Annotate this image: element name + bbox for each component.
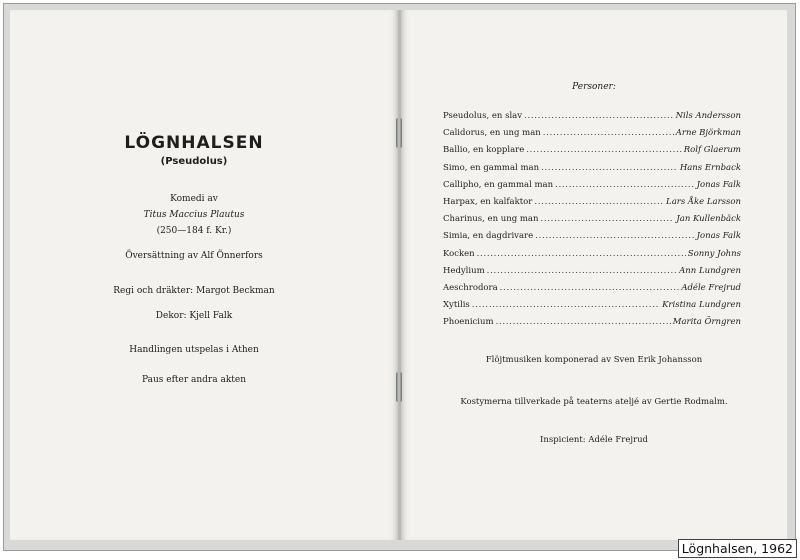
role-name: Callipho, en gammal man: [443, 179, 554, 190]
role-name: Calidorus, en ung man: [443, 128, 541, 139]
cast-row: [443, 145, 741, 162]
actor-name: Adéle Frejrud: [681, 282, 741, 293]
cast-row: [443, 300, 741, 317]
author-dates: (250—184 f. Kr.): [156, 226, 232, 236]
actor-name: Kristina Lundgren: [662, 300, 741, 311]
role-name: Aeschrodora: [443, 282, 498, 293]
cast-row: [443, 317, 741, 334]
cast-row: [443, 249, 741, 266]
image-caption: Lögnhalsen, 1962: [678, 539, 797, 558]
inspicient-credit: Inspicient: Adéle Frejrud: [540, 435, 648, 445]
cast-row: [443, 197, 741, 214]
director-credit: Regi och dräkter: Margot Beckman: [113, 286, 275, 296]
translation-credit: Översättning av Alf Önnerfors: [125, 251, 263, 261]
actor-name: Jan Kullenbäck: [676, 214, 741, 225]
cast-row: [443, 128, 741, 145]
role-name: Hedylium: [443, 265, 485, 276]
music-credit: Flöjtmusiken komponerad av Sven Erik Johansson: [485, 355, 703, 365]
cast-heading: Personer:: [572, 82, 616, 92]
cast-row: [443, 266, 741, 283]
actor-name: Jonas Falk: [696, 179, 741, 190]
genre-text: Komedi av: [170, 194, 218, 204]
actor-name: Marita Örngren: [672, 317, 741, 328]
cast-row: [443, 283, 741, 300]
cast-row: [443, 231, 741, 248]
play-title: LÖGNHALSEN: [124, 133, 264, 153]
staple-top: [396, 118, 402, 148]
costume-credit: Kostymerna tillverkade på teaterns ateljé av Gertie Rodmalm.: [460, 397, 728, 407]
actor-name: Arne Björkman: [675, 128, 741, 139]
role-name: Kocken: [443, 248, 475, 259]
actor-name: Rolf Glaerum: [683, 145, 741, 156]
actor-name: Sonny Johns: [687, 248, 741, 259]
cast-row: [443, 163, 741, 180]
author-name: Titus Maccius Plautus: [143, 210, 245, 220]
role-name: Simia, en dagdrivare: [443, 231, 534, 242]
role-name: Xytilis: [443, 300, 470, 311]
actor-name: Hans Ernback: [679, 162, 741, 173]
cast-list: [443, 111, 741, 334]
role-name: Ballio, en kopplare: [443, 145, 525, 156]
cast-row: [443, 214, 741, 231]
role-name: Simo, en gammal man: [443, 162, 540, 173]
role-name: Charinus, en ung man: [443, 214, 539, 225]
actor-name: Lars Åke Larsson: [666, 196, 741, 207]
intermission-text: Paus efter andra akten: [141, 375, 247, 385]
role-name: Phoenicium: [443, 317, 494, 328]
role-name: Pseudolus, en slav: [443, 111, 523, 121]
actor-name: Nils Andersson: [675, 111, 741, 121]
play-subtitle: (Pseudolus): [160, 156, 228, 167]
left-page: [10, 10, 398, 540]
decor-credit: Dekor: Kjell Falk: [155, 311, 233, 321]
cast-row: [443, 180, 741, 197]
setting-text: Handlingen utspelas i Athen: [129, 345, 259, 355]
actor-name: Ann Lundgren: [679, 265, 741, 276]
cast-row: [443, 111, 741, 128]
role-name: Harpax, en kalfaktor: [443, 196, 533, 207]
actor-name: Jonas Falk: [696, 231, 741, 242]
